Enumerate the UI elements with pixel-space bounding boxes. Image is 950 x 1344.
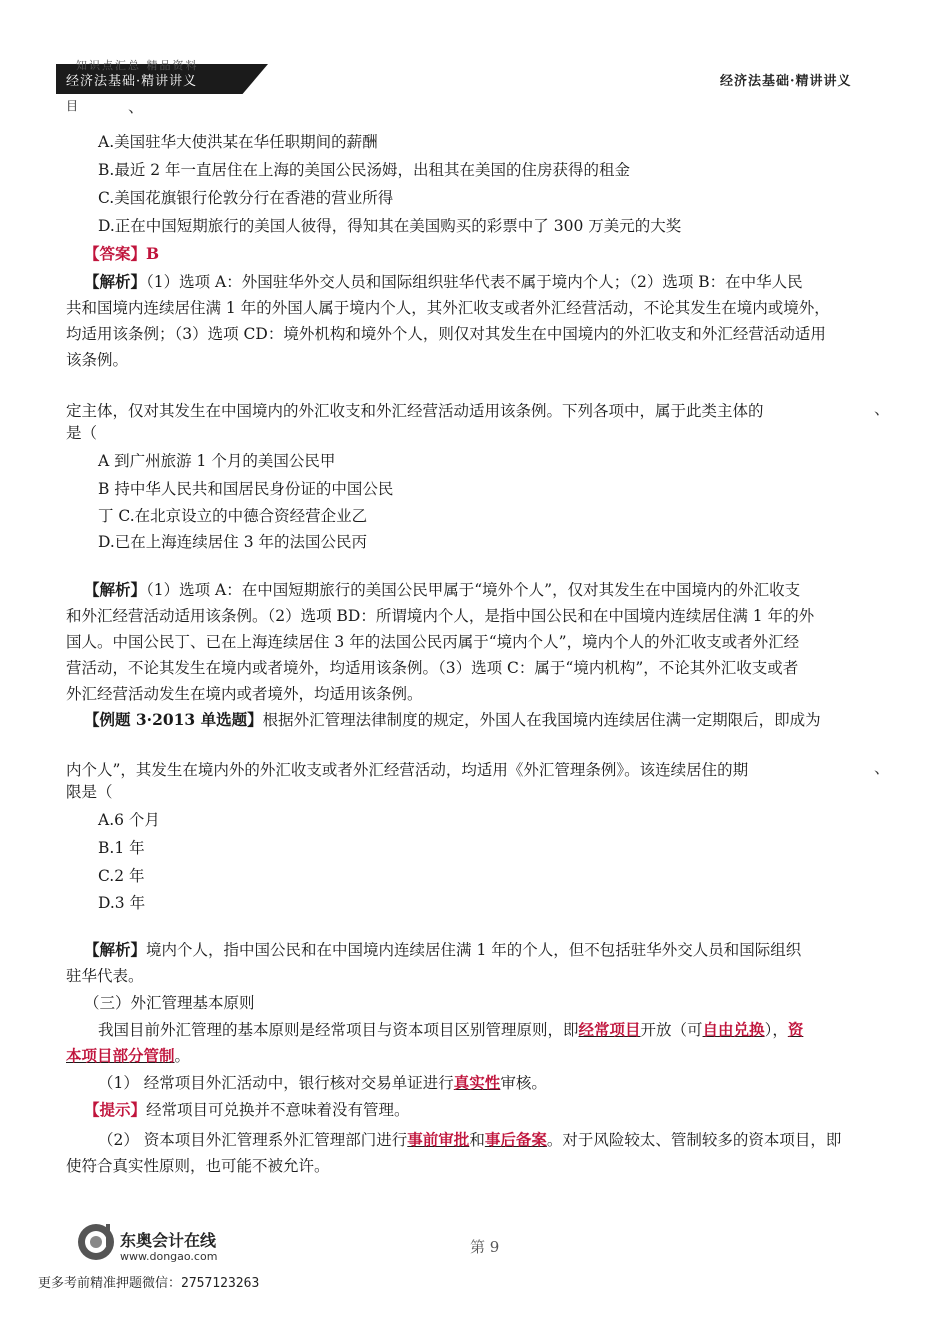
analysis-tag: 【解析】 xyxy=(84,580,147,599)
q2-tick: 、 xyxy=(874,399,891,418)
q2-stem-line-2: 是（ xyxy=(66,424,98,442)
header-stray-text: 目 xyxy=(66,99,79,113)
q3-option-a: A.6 个月 xyxy=(98,811,160,829)
q3-title: 【例题 3·2013 单选题】根据外汇管理法律制度的规定，外国人在我国境内连续居住满一定期限后，即成为 xyxy=(84,710,821,729)
q2-analysis-line-3: 国人。中国公民丁、已在上海连续居住 3 年的法国公民丙属于“境内个人”，境内个人的外汇收支或者外汇经 xyxy=(66,633,800,651)
answer-tag: 【答案】 xyxy=(84,244,147,263)
q3-analysis-line-1: 【解析】境内个人，指中国公民和在中国境内连续居住满 1 年的个人，但不包括驻华外交人员和国际组织 xyxy=(84,940,802,959)
answer-value: B xyxy=(146,244,160,263)
keyword-current-account: 经常项目 xyxy=(578,1020,641,1039)
logo-url: www.dongao.com xyxy=(120,1250,218,1263)
dongao-logo-icon xyxy=(76,1222,116,1262)
q1-analysis-line-1: 【解析】（1）选项 A：外国驻华外交人员和国际组织驻华代表不属于境内个人；（2）选项 B：在中华人民 xyxy=(84,272,803,291)
section-heading: （三）外汇管理基本原则 xyxy=(84,994,255,1012)
analysis-tag: 【解析】 xyxy=(84,272,147,291)
header-stray-tick: 、 xyxy=(128,97,145,116)
q2-analysis-line-1: 【解析】（1）选项 A：在中国短期旅行的美国公民甲属于“境外个人”，仅对其发生在中国境内的外汇收支 xyxy=(84,580,801,599)
logo-name: 东奥会计在线 xyxy=(120,1231,217,1250)
section-paragraph-2: （1） 经常项目外汇活动中，银行核对交易单证进行真实性审核。 xyxy=(98,1073,547,1092)
q2-analysis-line-4: 营活动，不论其发生在境内或者境外，均适用该条例。（3）选项 C：属于“境内机构”，不论其外汇收支或者 xyxy=(66,659,799,677)
keyword-free-convertibility: 自由兑换 xyxy=(702,1020,765,1039)
section-paragraph-3: （2） 资本项目外汇管理系外汇管理部门进行事前审批和事后备案。对于风险较太、管制较多的资本项目，即 xyxy=(98,1130,842,1149)
keyword-authenticity: 真实性 xyxy=(453,1073,501,1092)
analysis-tag: 【解析】 xyxy=(84,940,147,959)
header-top-text: 知识点汇总 精品资料 xyxy=(76,59,199,72)
q3-option-d: D.3 年 xyxy=(98,894,146,912)
q3-tick: 、 xyxy=(874,758,891,777)
q1-option-a: A.美国驻华大使洪某在华任职期间的薪酬 xyxy=(98,133,378,151)
page-number: 第 9 xyxy=(470,1238,500,1256)
q1-analysis-line-4: 该条例。 xyxy=(66,351,129,369)
section-tip: 【提示】经常项目可兑换并不意味着没有管理。 xyxy=(84,1100,410,1119)
q2-option-d: D.已在上海连续居住 3 年的法国公民丙 xyxy=(98,533,368,551)
q3-option-b: B.1 年 xyxy=(98,839,145,857)
header-title-left: 经济法基础·精讲讲义 xyxy=(66,74,198,89)
section-paragraph-3-cont: 使符合真实性原则，也可能不被允许。 xyxy=(66,1157,330,1175)
keyword-capital-account-b: 本项目部分管制 xyxy=(66,1046,175,1065)
q3-stem-line-2: 限是（ xyxy=(66,783,113,801)
q1-analysis-line-3: 均适用该条例；（3）选项 CD：境外机构和境外个人，则仅对其发生在中国境内的外汇收支和外汇经营活动适用 xyxy=(66,325,826,343)
q1-answer xyxy=(84,244,159,264)
q1-option-d: D.正在中国短期旅行的美国人彼得，得知其在美国购买的彩票中了 300 万美元的大奖 xyxy=(98,217,682,235)
keyword-post-filing: 事后备案 xyxy=(484,1130,547,1149)
keyword-capital-account-a: 资 xyxy=(787,1020,804,1039)
q1-analysis-line-2: 共和国境内连续居住满 1 年的外国人属于境内个人，其外汇收支或者外汇经营活动，不论其发生在境内或境外， xyxy=(66,299,830,317)
section-paragraph-1: 我国目前外汇管理的基本原则是经常项目与资本项目区别管理原则，即经常项目开放（可自由兑换），资 xyxy=(98,1020,804,1039)
q2-option-c: 丁 C.在北京设立的中德合资经营企业乙 xyxy=(98,507,368,525)
q3-title-tag: 【例题 3·2013 单选题】 xyxy=(84,710,263,729)
q3-stem-line-1: 内个人”，其发生在境内外的外汇收支或者外汇经营活动，均适用《外汇管理条例》。该连续居住的期 xyxy=(66,761,749,779)
q2-analysis-line-2: 和外汇经营活动适用该条例。（2）选项 BD：所谓境内个人，是指中国公民和在中国境内连续居住满 1 年的外 xyxy=(66,607,815,625)
q2-option-a: A 到广州旅游 1 个月的美国公民甲 xyxy=(98,452,336,470)
q3-analysis-line-2: 驻华代表。 xyxy=(66,967,144,985)
footer-note: 更多考前精准押题微信：2757123263 xyxy=(38,1276,260,1291)
header-title-right: 经济法基础·精讲讲义 xyxy=(720,74,852,89)
q2-stem-line-1: 定主体，仅对其发生在中国境内的外汇收支和外汇经营活动适用该条例。下列各项中，属于此类主体的 xyxy=(66,402,764,420)
q2-analysis-line-5: 外汇经营活动发生在境内或者境外，均适用该条例。 xyxy=(66,685,423,703)
q3-option-c: C.2 年 xyxy=(98,867,145,885)
q1-option-c: C.美国花旗银行伦敦分行在香港的营业所得 xyxy=(98,189,394,207)
section-paragraph-1-cont: 本项目部分管制。 xyxy=(66,1046,191,1065)
keyword-prior-approval: 事前审批 xyxy=(407,1130,470,1149)
tip-tag: 【提示】 xyxy=(84,1100,147,1119)
q2-option-b: B 持中华人民共和国居民身份证的中国公民 xyxy=(98,480,394,498)
q1-option-b: B.最近 2 年一直居住在上海的美国公民汤姆，出租其在美国的住房获得的租金 xyxy=(98,161,631,179)
